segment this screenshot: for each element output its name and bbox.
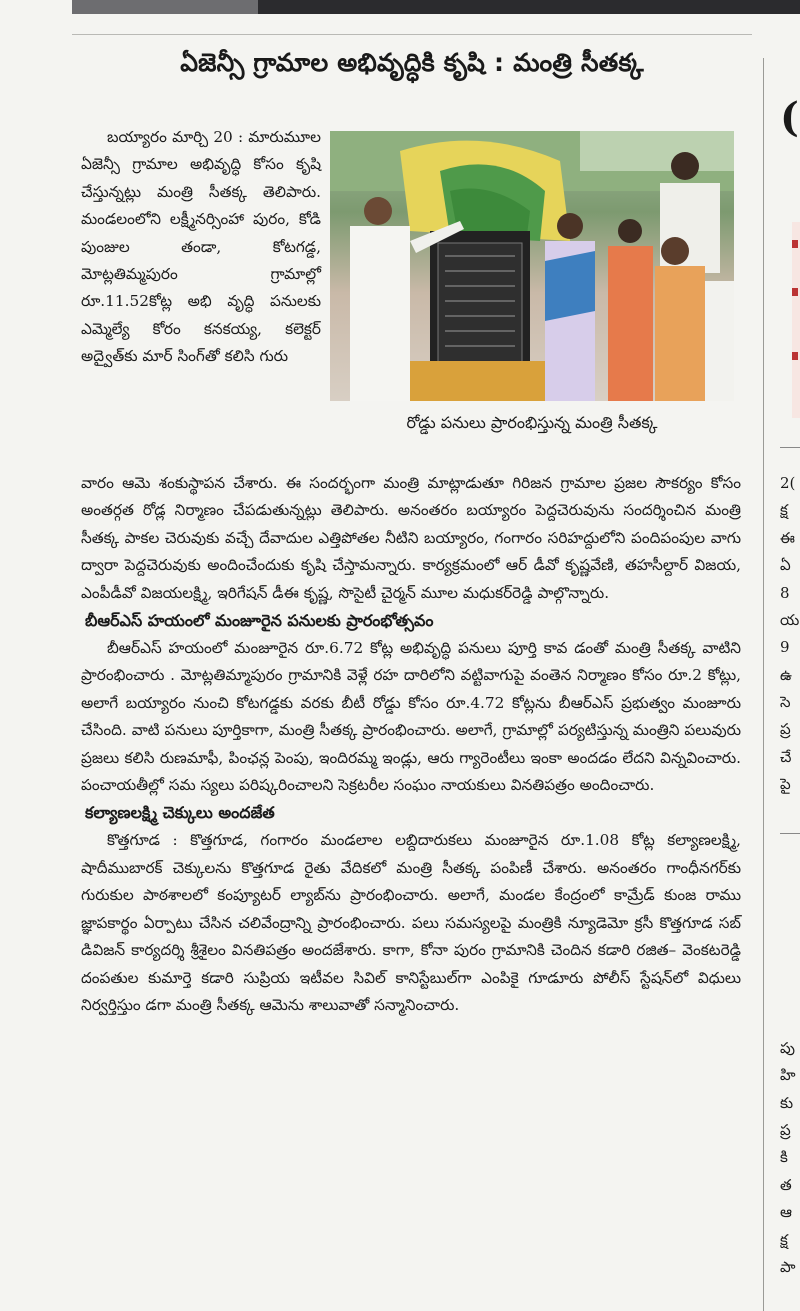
article-intro — [81, 124, 321, 371]
adjacent-column — [780, 0, 800, 1311]
news-photo — [330, 131, 734, 401]
top-bar — [72, 0, 800, 14]
adjacent-line-start: పా — [780, 1258, 796, 1276]
bullet-mark — [792, 352, 798, 360]
adjacent-line-start: హి — [780, 1066, 796, 1084]
adjacent-line-start: ఆ — [780, 1203, 792, 1221]
adjacent-line-start: య — [780, 611, 800, 629]
adjacent-line-start: కి — [780, 1148, 788, 1166]
section-paragraph: కొత్తగూడ : కొత్తగూడ, గంగారం మండలాల లబ్దిదారుకలు మంజూరైన రూ.1.08 కోట్ల కల్యాణలక్ష్మి, షాదీముబారక్ చెక్కులను కొత్తగూడ రైతు వేదికలో మంత్రి సీతక్క పంపిణీ చేశారు. అనంతరం గాంధీనగర్‌కు గురుకుల పాఠశాలలో కంప్యూటర్ ల్యాబ్‌ను ప్రారంభించారు. అలాగే, మండల కేంద్రంలో కామ్రేడ్ కుంజ రాము జ్ఞాపకార్థం ఏర్పాటు చేసిన చలివేంద్రాన్ని ప్రారంభించారు. పలు సమస్యలపై మంత్రికి న్యూడెమో క్రసీ కొత్తగూడ సబ్ డివిజన్ కార్యదర్శి శ్రీశైలం వినతిపత్రం అందజేశారు. కాగా, కోనా పురం గ్రామానికి చెందిన కడారి రజిత– వెంకటరెడ్డి దంపతుల కుమార్తె కడారి సుప్రియ ఇటీవల సివిల్ కానిస్టేబుల్‌గా ఎంపికై గూడూరు పోలీస్ స్టేషన్‌లో విధులు నిర్వర్తిస్తుం డగా మంత్రి సీతక్క ఆమెను శాలువాతో సన్మానించారు. — [81, 831, 741, 1014]
adjacent-line-start: ఏ — [780, 556, 791, 574]
top-bar-light-segment — [72, 0, 258, 14]
adjacent-line-start: కు — [780, 1094, 794, 1112]
column-divider — [763, 58, 764, 1311]
adjacent-line-start: త — [780, 1176, 792, 1194]
news-photo-illustration — [330, 131, 734, 401]
adjacent-line-start: ప్ర — [780, 720, 791, 738]
bullet-mark — [792, 240, 798, 248]
adjacent-rule — [780, 833, 800, 834]
adjacent-line-start: ఉ — [780, 666, 792, 684]
adjacent-line-start: పై — [780, 775, 791, 793]
adjacent-highlight-box — [792, 222, 800, 418]
adjacent-line-start: ప్ర — [780, 1121, 791, 1139]
adjacent-big-glyph: ( — [780, 94, 799, 141]
adjacent-line-start: క్ష — [780, 501, 788, 519]
photo-caption: రోడ్డు పనులు ప్రారంభిస్తున్న మంత్రి సీతక్క — [406, 413, 658, 432]
adjacent-line-start: 2( — [780, 474, 796, 492]
headline: ఏజెన్సీ గ్రామాల అభివృద్ధికి కృషి : మంత్రి సీతక్క — [180, 48, 644, 77]
adjacent-line-start: చే — [780, 748, 792, 766]
article-intro-paragraph: బయ్యారం మార్చి 20 : మారుమూల ఏజెన్సీ గ్రామాల అభివృద్ధి కోసం కృషి చేస్తున్నట్లు మంత్రి సీతక్క తెలిపారు. మండలంలోని లక్ష్మీనర్సింహా పురం, కోడి పుంజుల తండా, కోటగడ్డ, మోట్లతిమ్మపురం గ్రామాల్లో రూ.11.52కోట్ల అభి వృద్ధి పనులకు ఎమ్మెల్యే కోరం కనకయ్య, కలెక్టర్ అద్వైత్‌కు మార్ సింగ్‌తో కలిసి గురు — [81, 128, 321, 366]
adjacent-line-start: క్ష — [780, 1231, 788, 1249]
adjacent-line-start: సె — [780, 693, 791, 711]
bullet-mark — [792, 288, 798, 296]
section-paragraph: బీఆర్ఎస్ హయంలో మంజూరైన రూ.6.72 కోట్ల అభివృద్ధి పనులు పూర్తి కావ డంతో మంత్రి సీతక్క వాటిని ప్రారంభించారు . మోట్లతిమ్మాపురం గ్రామానికి వెళ్లే రహ దారిలోని వట్టివాగుపై వంతెన నిర్మాణం కోసం రూ.2 కోట్లు, అలాగే బయ్యారం నుంచి కోటగడ్డకు వరకు బీటీ రోడ్డు కోసం రూ.4.72 కోట్లను బీఆర్ఎస్ ప్రభుత్వం మంజూరు చేసింది. వాటి పనులు పూర్తికాగా, మంత్రి సీతక్క ప్రారంభించారు. అలాగే, గ్రామాల్లో పర్యటిస్తున్న మంత్రిని పలువురు ప్రజలు కలిసి రుణమాఫీ, పింఛన్ల పెంపు, ఇందిరమ్మ ఇండ్లు, ఆరు గ్యారెంటీలు ఇంకా అందడం లేదని విన్నవించారు. పంచాయతీల్లో సమ స్యలు పరిష్కరించాలని సెక్రటరీల సంఘం నాయకులు వినతిపత్రం అందించారు. — [81, 639, 741, 795]
section-heading: కల్యాణలక్ష్మి చెక్కులు అందజేత — [85, 803, 275, 823]
adjacent-line-start: 9 — [780, 638, 790, 656]
article-body-paragraph: వారం ఆమె శంకుస్థాపన చేశారు. ఈ సందర్భంగా మంత్రి మాట్లాడుతూ గిరిజన గ్రామాల ప్రజల సౌకర్యం కోసం అంతర్గత రోడ్ల నిర్మాణం చేపడుతున్నట్లు తెలిపారు. అనంతరం బయ్యారం పెద్దచెరువును సందర్శించిన మంత్రి సీతక్క పాకల చెరువుకు వచ్చే దేవాదుల ఎత్తిపోతల నీటిని బయ్యారం, గంగారం సరిహద్దులోని పందిపంపుల వాగు ద్వారా పెద్దచెరువుకు అందించేందుకు కృషి చేస్తామన్నారు. కార్యక్రమంలో ఆర్ డీవో కృష్ణవేణి, తహసీల్దార్ విజయ, ఎంపీడీవో విజయలక్ష్మి, ఇరిగేషన్ డీఈ కృష్ణ, సొసైటీ చైర్మన్ మూల మధుకర్‌రెడ్డి పాల్గొన్నారు. — [81, 474, 741, 602]
adjacent-line-start: ఈ — [780, 529, 795, 547]
adjacent-line-start: 8 — [780, 584, 790, 602]
adjacent-rule — [780, 447, 800, 448]
header-rule — [72, 34, 752, 35]
article-body — [81, 470, 741, 1019]
section-heading: బీఆర్ఎస్ హయంలో మంజూరైన పనులకు ప్రారంభోత్సవం — [85, 611, 434, 631]
adjacent-line-start: పు — [780, 1039, 795, 1057]
